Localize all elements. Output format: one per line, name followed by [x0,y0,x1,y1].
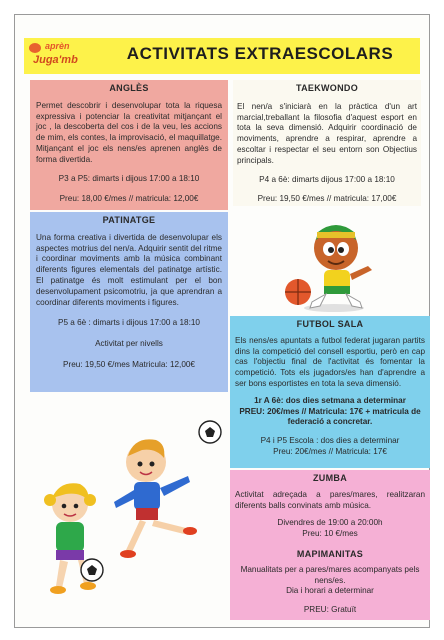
logo-text-bottom: Juga'mb [33,54,78,66]
patinatge-heading: PATINATGE [102,215,156,225]
futbol-sala-section [230,316,430,468]
zumba-heading: ZUMBA [313,473,347,483]
soccer-kids-illustration [30,400,226,612]
patinatge-price: Preu: 19,50 €/mes Matricula: 12,00€ [63,359,195,369]
mapimanitas-schedule: Dia i horari a determinar [286,586,374,596]
futbol-heading: FUTBOL SALA [296,319,364,329]
zumba-description: Activitat adreçada a pares/mares, realitzaran diferents balls convinats amb música. [235,489,425,510]
patinatge-section [30,212,228,392]
angles-description: Permet descobrir i desenvolupar tota la riquesa expressiva i potenciar la creativitat mitjançant el joc , la descoberta del cos i de la veu, les accions de mim, els contes, la improvisació, el maquillatge. Mitjançant el joc els nens/es aprenen anglès de forma divertida. [36,100,222,164]
basketball-player-illustration [276,218,388,314]
futbol-price-infant: Preu: 20€/mes // Matricula: 17€ [273,446,387,456]
taekwondo-description: El nen/a s'iniciarà en la pràctica d'un art marcial,treballant la filosofia d'aquest esport en tota la seva dimensió. Adquirir coordinació de moviments, aprendre a respirar, aprendre a escoltar i respectar el seu entorn son Objectius principals. [237,101,417,165]
taekwondo-section [233,80,421,206]
angles-heading: ANGLÈS [109,83,149,93]
taekwondo-price: Preu: 19,50 €/mes // matricula: 17,00€ [257,194,397,204]
angles-section [30,80,228,210]
logo-text-top: aprèn [45,41,70,51]
mapimanitas-price: PREU: Gratuït [303,605,357,615]
taekwondo-heading: TAEKWONDO [295,83,359,93]
futbol-group-primary: 1r A 6è: dos dies setmana a determinar [254,395,406,405]
zumba-section [230,470,430,620]
taekwondo-schedule: P4 a 6è: dimarts dijous 17:00 a 18:10 [259,174,395,184]
school-logo [27,40,87,72]
angles-price: Preu: 18,00 €/mes // matricula: 12,00€ [59,194,199,204]
zumba-schedule: Divendres de 19:00 a 20:00h [277,518,383,528]
page-title: ACTIVITATS EXTRAESCOLARS [126,44,394,63]
angles-schedule: P3 a P5: dimarts i dijous 17:00 a 18:10 [58,173,200,183]
patinatge-groups: Activitat per nivells [95,339,163,349]
patinatge-schedule: P5 a 6è : dimarts i dijous 17:00 a 18:10 [57,318,200,328]
mapimanitas-description: Manualitats per a pares/mares acompanyats pels nens/es. [240,564,420,585]
patinatge-description: Una forma creativa i divertida de desenvolupar els aspectes motrius del nen/a. Adquirir sentit del ritme i coordinar moviments amb la música combinant diferents figures elementals del patinatge artístic. El patinatge és molt estimulant per el bon desenvolupament psicomotriu, ja que aprendran a coordinar diferents moviments i figures. [36,232,222,307]
futbol-group-infant: P4 i P5 Escola : dos dies a determinar [260,436,400,446]
zumba-price: Preu: 10 €/mes [302,529,358,539]
futbol-price-primary: PREU: 20€/mes // Matricula: 17€ + matricula de federació a concretar. [239,406,421,427]
mapimanitas-heading: MAPIMANITAS [296,548,364,559]
logo-mark-icon [29,43,41,53]
futbol-description: Els nens/es apuntats a futbol federat jugaran partits dins la competició del consell esportiu, però en cap cas l'objectiu final de l'activitat és fomentar la competició. Tots els jugadors/es han d'aprendre a ser bons esportistes en tota la seva dimensió. [235,335,425,388]
